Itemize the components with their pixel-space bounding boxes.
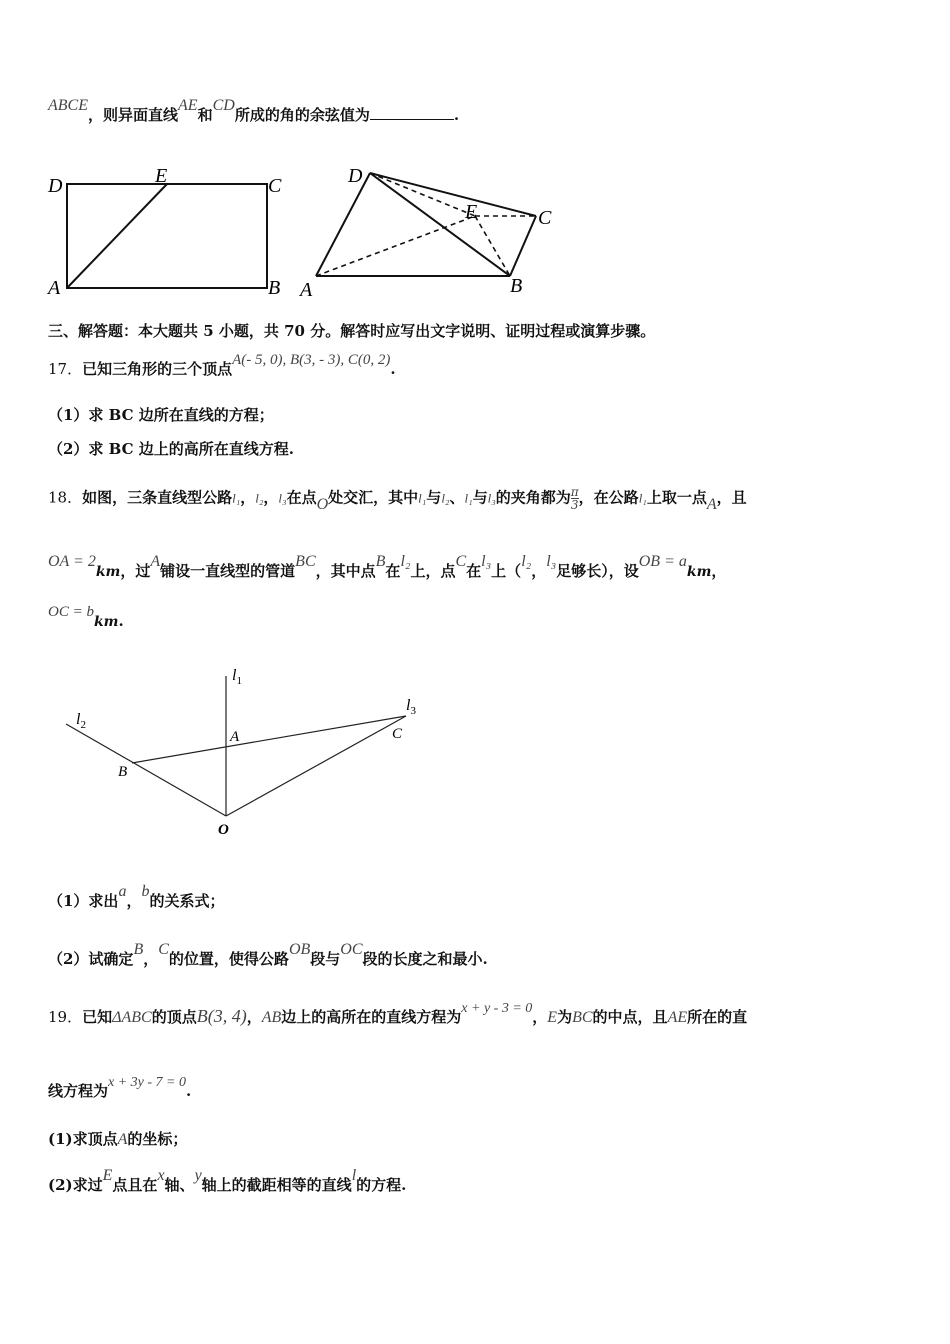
fig16b-label-A: A — [300, 279, 313, 300]
fig16b-label-C: C — [538, 207, 552, 229]
fig18-label-l3: $l_3$ — [406, 697, 416, 717]
p18-line1: 18．如图，三条直线型公路l₁，l₂，l₃在点O处交汇，其中l₁与l₂、l₁与l₃的夹角都为 $\frac{\pi}{3}$ ，在公路l₁上取一点A，且 — [48, 485, 747, 513]
p17-part1: （1）求 BC 边所在直线的方程； — [48, 406, 274, 424]
fig16b-label-B: B — [510, 275, 523, 297]
fig18-label-l2: $l_2$ — [76, 711, 86, 731]
p18-part1: （1）求出a，b的关系式； — [48, 883, 225, 910]
figure16-folded — [298, 160, 568, 300]
fig18-label-l1: $l_1$ — [232, 667, 242, 687]
p17-part2: （2）求 BC 边上的高所在直线方程. — [48, 440, 294, 458]
p19-line1: 19．已知ΔABC的顶点B(3, 4)，AB边上的高所在的直线方程为x + y - 3 = 0，E为BC的中点，且AE所在的直 — [48, 1001, 748, 1026]
math-abce: ABCE — [48, 97, 88, 114]
fig16-label-C: C — [268, 175, 282, 197]
answer-blank[interactable] — [370, 107, 454, 120]
fig16-label-E: E — [155, 168, 168, 187]
fig18-label-A: A — [230, 729, 240, 745]
p16-answer-line: ABCE，则异面直线AE和CD所成的角的余弦值为 . — [48, 97, 460, 124]
section3-header: 三、解答题：本大题共 5 小题，共 70 分。解答时应写出文字说明、证明过程或演算步骤。 — [48, 322, 656, 340]
fig16-label-B: B — [268, 277, 281, 298]
figure18-roads — [60, 660, 440, 840]
p19-part1: (1)求顶点A的坐标； — [48, 1130, 188, 1148]
fig16b-label-E: E — [465, 201, 478, 223]
fig18-label-B: B — [118, 764, 128, 780]
p18-line3: OC = bkm. — [48, 604, 124, 630]
fraction-pi-3: $\frac{\pi}{3}$ — [570, 485, 579, 512]
fig16b-label-D: D — [348, 165, 363, 187]
p17-points: A(- 5, 0), B(3, - 3), C(0, 2) — [232, 352, 391, 368]
p17-stem: 17．已知三角形的三个顶点A(- 5, 0), B(3, - 3), C(0, 2). — [48, 352, 396, 378]
p19-line2: 线方程为x + 3y - 7 = 0. — [48, 1075, 192, 1100]
p18-part2: （2）试确定B，C的位置，使得公路OB段与OC段的长度之和最小. — [48, 941, 488, 968]
p18-line2: OA = 2km，过A铺设一直线型的管道BC，其中点B在l₂上，点C在l₃上（l₂，l₃足够长），设OB = akm， — [48, 553, 727, 580]
fig18-label-C: C — [392, 726, 403, 742]
p19-part2: (2)求过E点且在x轴、y轴上的截距相等的直线l的方程. — [48, 1167, 407, 1194]
fig18-label-O: O — [218, 822, 229, 838]
fig16-label-D: D — [48, 175, 63, 197]
figure16-rectangle — [44, 168, 304, 298]
fig16-label-A: A — [48, 277, 61, 298]
